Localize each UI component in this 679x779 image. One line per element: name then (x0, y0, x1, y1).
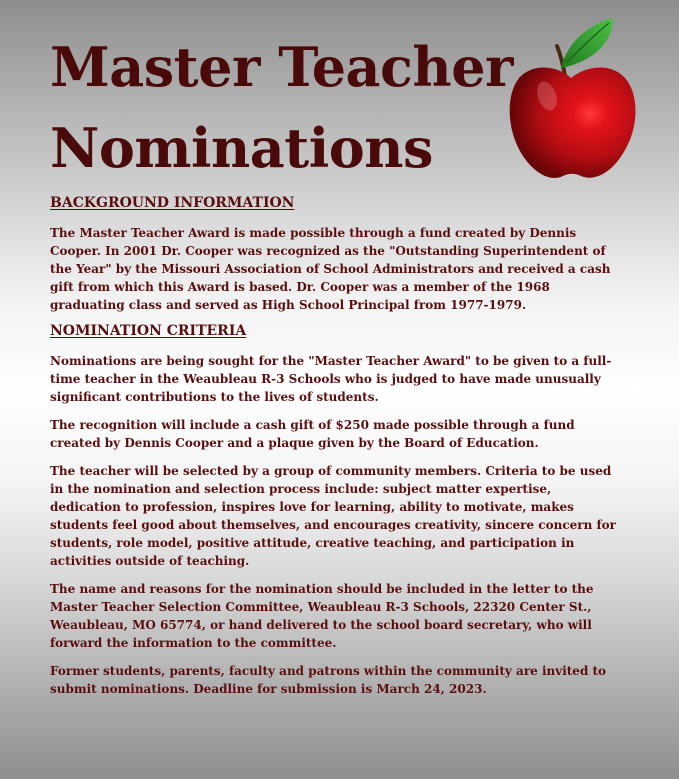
background-paragraph: The Master Teacher Award is made possible through a fund created by Dennis Cooper. In 2001 Dr. Cooper was recognized as the "Outstanding Superintendent of the Year" by the Missouri Association of School Administrators and received a cash gift from which this Award is based. Dr. Cooper was a member of the 1968 graduating class and served as High School Principal from 1977-1979. (50, 226, 611, 312)
criteria-paragraph-intro: Nominations are being sought for the "Master Teacher Award" to be given to a full-time teacher in the Weaubleau R-3 Schools who is judged to have made unusually significant contributions to the lives of students. (50, 354, 612, 404)
title-line-2: Nominations (50, 116, 433, 180)
background-heading: BACKGROUND INFORMATION (50, 195, 295, 211)
apple-icon (507, 16, 639, 192)
criteria-paragraph-submission: The name and reasons for the nomination should be included in the letter to the Master Teacher Selection Committee, Weaubleau R-3 Schools, 22320 Center St., Weaubleau, MO 65774, or hand delivered to the school board secretary, who will forward the information to the committee. (50, 582, 594, 650)
title-line-1: Master Teacher (50, 35, 513, 99)
document-body (50, 194, 622, 708)
criteria-paragraph-selection: The teacher will be selected by a group of community members. Criteria to be used in the nomination and selection process include: subject matter expertise, dedication to profession, inspires love for learning, ability to motivate, makes students feel good about themselves, and encourages creativity, sincere concern for students, role model, positive attitude, creative teaching, and participation in activities outside of teaching. (50, 464, 616, 568)
criteria-paragraph-deadline: Former students, parents, faculty and patrons within the community are invited to submit nominations. Deadline for submission is March 24, 2023. (50, 664, 607, 696)
criteria-heading: NOMINATION CRITERIA (50, 323, 247, 339)
criteria-paragraph-recognition: The recognition will include a cash gift of $250 made possible through a fund created by Dennis Cooper and a plaque given by the Board of Education. (50, 418, 575, 450)
